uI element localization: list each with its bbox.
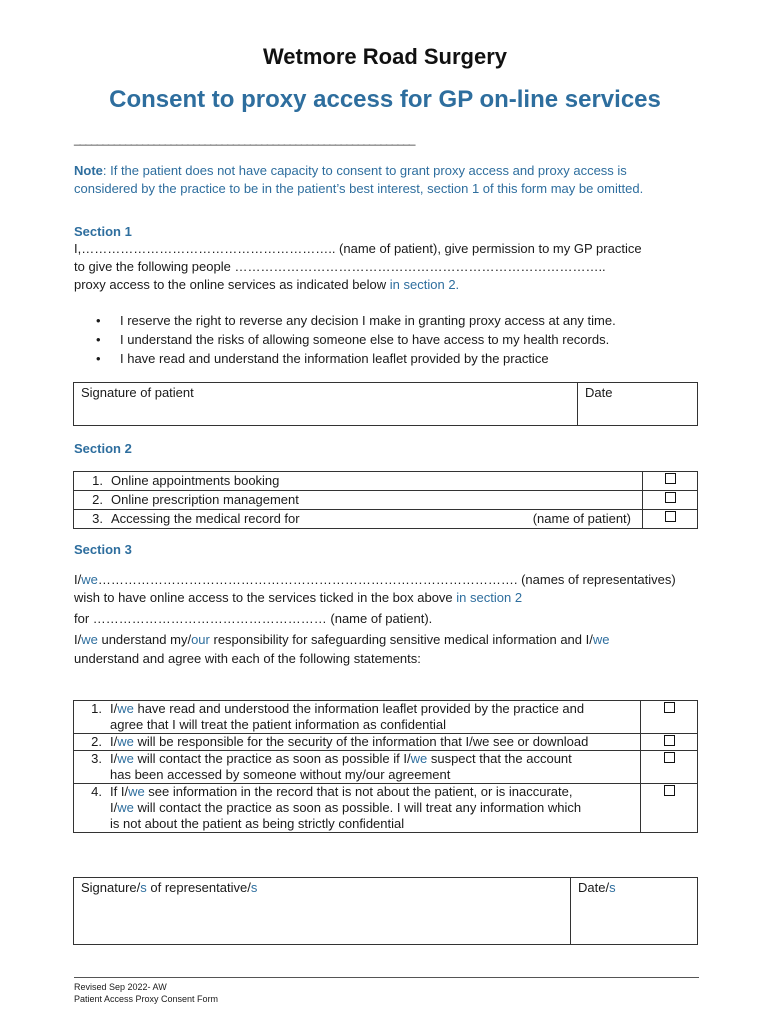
consent-bullets [96,311,616,368]
checkbox-icon [664,735,675,746]
checkbox-icon [665,473,676,484]
service-checkbox[interactable] [643,472,698,491]
practice-name: Wetmore Road Surgery [262,44,508,69]
services-table [73,471,698,529]
statement-checkbox[interactable] [641,701,698,734]
note-text-2: considered by the practice to be in the patient’s best interest, section 1 of this form may be omitted. [74,181,644,196]
patient-signature-field[interactable]: Signature of patient [74,383,578,426]
footer [74,977,699,1005]
statement-row: 2. I/we will be responsible for the security of the information that I/we see or download [74,734,698,751]
service-row: 2. Online prescription management [74,491,698,510]
statements-table [73,700,698,833]
bullet-icon: • [96,313,101,328]
checkbox-icon [664,785,675,796]
service-checkbox[interactable] [643,510,698,529]
patient-date-field[interactable]: Date [578,383,698,426]
statement-row: 4. If I/we see information in the record that is not about the patient, or is inaccurate, I/we will contact the practice as soon as possible. I will treat any information which is not about the patient as being strictly confidential [74,784,698,833]
bullet-item: • I understand the risks of allowing someone else to have access to my health records. [96,332,610,347]
bullet-item: • I have read and understand the information leaflet provided by the practice [96,351,549,366]
form-title: Consent to proxy access for GP on-line services [109,86,661,113]
service-checkbox[interactable] [643,491,698,510]
bullet-item: • I reserve the right to reverse any decision I make in granting proxy access at any time. [96,313,616,328]
service-row: 3. Accessing the medical record for (name of patient) [74,510,698,529]
statement-checkbox[interactable] [641,734,698,751]
section-1-line-1: I,………………………………………………….. (name of patient), give permission to my GP practice [74,241,642,256]
representative-date-field[interactable]: Date/s [571,878,698,945]
section-3-line-2: wish to have online access to the services ticked in the box above in section 2 [74,590,523,605]
note-label: Note [74,163,103,178]
statement-checkbox[interactable] [641,751,698,784]
section-2-heading: Section 2 [74,441,132,456]
checkbox-icon [665,492,676,503]
representative-signature-field[interactable]: Signature/s of representative/s [74,878,571,945]
section-2-reference: in section 2. [389,277,460,292]
service-suffix: (name of patient) [532,511,631,526]
note-text-1: : If the patient does not have capacity to consent to grant proxy access and proxy access is [102,163,627,178]
note [74,162,643,198]
checkbox-icon [664,702,675,713]
section-1-line-3-text: proxy access to the online services as indicated below [74,277,390,292]
checkbox-icon [665,511,676,522]
statement-checkbox[interactable] [641,784,698,833]
statement-row: 3. I/we will contact the practice as soon as possible if I/we suspect that the account has been accessed by someone without my/our agreement [74,751,698,784]
statement-row: 1. I/we have read and understood the information leaflet provided by the practice and agree that I will treat the patient information as confidential [74,701,698,734]
service-label: Online appointments booking [111,473,280,488]
section-1-heading: Section 1 [74,224,132,239]
footer-form-name: Patient Access Proxy Consent Form [74,994,219,1004]
section-3-line-1: I/we……………………………………………………………………………………. (names of representatives) [74,572,676,587]
footer-revision: Revised Sep 2022- AW [74,982,167,992]
patient-signature-table [73,382,698,426]
bullet-icon: • [96,332,101,347]
service-label: Online prescription management [111,492,299,507]
service-row: 1. Online appointments booking [74,472,698,491]
representative-signature-table [73,877,698,945]
section-3-heading: Section 3 [74,542,132,557]
section-3-line-5: understand and agree with each of the following statements: [74,651,421,666]
section-1-line-2: to give the following people ………………………………………………………………………….. [74,259,606,274]
section-1-line-3 [74,276,459,294]
section-3-line-3: for ……………………………………………… (name of patient). [74,611,433,626]
checkbox-icon [664,752,675,763]
bullet-icon: • [96,351,101,366]
title-rule: ____________________________________________________________ [74,132,415,146]
section-3-line-4: I/we understand my/our responsibility for safeguarding sensitive medical information and I/we [74,632,610,647]
service-label: Accessing the medical record for [111,511,300,526]
